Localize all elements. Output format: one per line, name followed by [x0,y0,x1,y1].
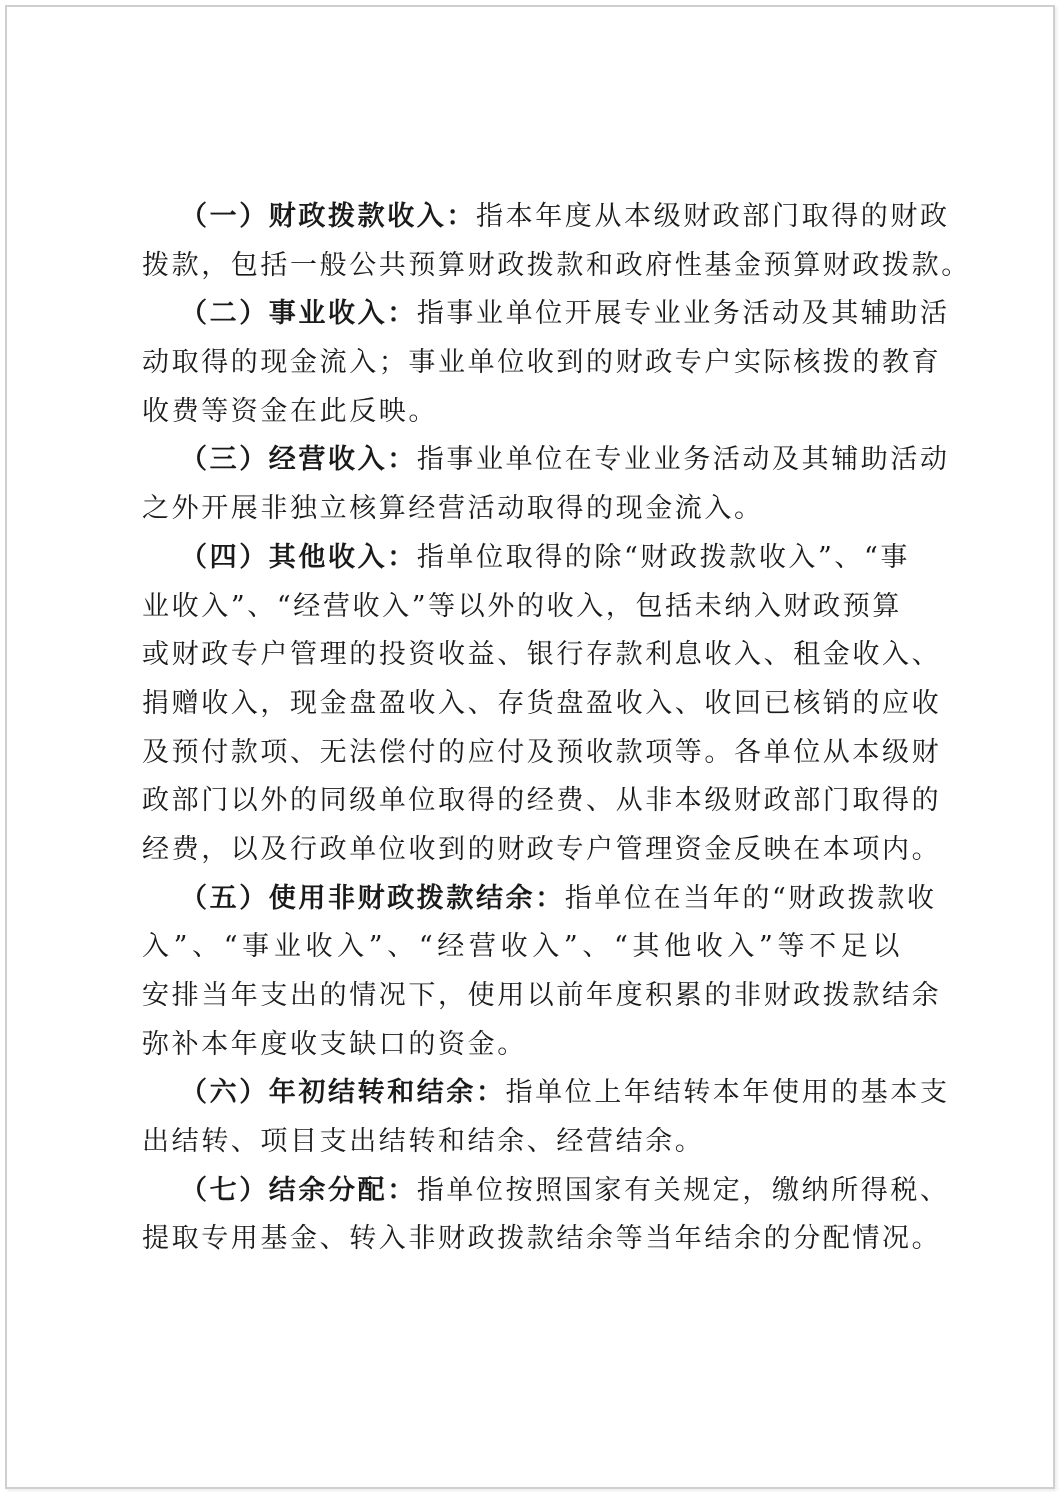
paragraph-text: 指单位上年结转本年使用的基本支 [505,1077,950,1109]
paragraph-7 [142,1167,950,1264]
paragraph-term: （一）财政拨款收入： [180,201,476,232]
paragraph-text: 指本年度从本级财政部门取得的财政 [476,201,950,232]
paragraph-line [142,436,950,485]
paragraph-text: 指单位在当年的“财政拨款收 [564,882,937,914]
paragraph-line: 收费等资金在此反映。 [142,395,438,427]
paragraph-line: 拨款，包括一般公共预算财政拨款和政府性基金预算财政拨款。 [142,249,971,281]
paragraph-line: 入”、“事业收入”、“经营收入”、“其他收入”等不足以 [142,931,902,963]
paragraph-text: 指单位按照国家有关规定，缴纳所得税、 [416,1174,950,1206]
paragraph-line [142,1167,950,1216]
paragraph-term: （四）其他收入： [180,541,417,573]
paragraph-line: 出结转、项目支出结转和结余、经营结余。 [142,1126,705,1158]
paragraph-1 [142,193,971,290]
paragraph-line [142,534,911,583]
paragraph-line [142,290,950,339]
paragraph-4 [142,534,942,875]
paragraph-line [142,193,950,242]
paragraph-line [142,875,937,924]
paragraph-line: 或财政专户管理的投资收益、银行存款利息收入、租金收入、 [142,639,942,671]
paragraph-line: 业收入”、“经营收入”等以外的收入，包括未纳入财政预算 [142,590,902,622]
paragraph-line: 经费，以及行政单位收到的财政专户管理资金反映在本项内。 [142,833,942,865]
paragraph-6 [142,1069,950,1166]
paragraph-text: 指事业单位在专业业务活动及其辅助活动 [416,444,950,476]
paragraph-line: 及预付款项、无法偿付的应付及预收款项等。各单位从本级财 [142,736,942,768]
paragraph-3 [142,436,950,533]
paragraph-2 [142,290,950,436]
paragraph-line [142,1069,950,1118]
paragraph-term: （五）使用非财政拨款结余： [180,882,565,914]
paragraph-term: （七）结余分配： [180,1174,417,1206]
paragraph-line: 政部门以外的同级单位取得的经费、从非本级财政部门取得的 [142,785,942,817]
paragraph-line: 提取专用基金、转入非财政拨款结余等当年结余的分配情况。 [142,1223,942,1255]
paragraph-line: 弥补本年度收支缺口的资金。 [142,1028,527,1060]
paragraph-line: 安排当年支出的情况下，使用以前年度积累的非财政拨款结余 [142,980,942,1011]
paragraph-term: （二）事业收入： [180,298,417,330]
paragraph-line: 之外开展非独立核算经营活动取得的现金流入。 [142,493,764,525]
paragraph-line: 动取得的现金流入；事业单位收到的财政专户实际核拨的教育 [142,347,942,379]
paragraph-text: 指单位取得的除“财政拨款收入”、“事 [416,541,911,573]
paragraph-text: 指事业单位开展专业业务活动及其辅助活 [416,298,950,330]
paragraph-term: （六）年初结转和结余： [180,1077,506,1109]
paragraph-line: 捐赠收入，现金盘盈收入、存货盘盈收入、收回已核销的应收 [142,687,942,719]
document-body [142,193,971,1264]
paragraph-term: （三）经营收入： [180,444,417,476]
paragraph-5 [142,875,942,1070]
